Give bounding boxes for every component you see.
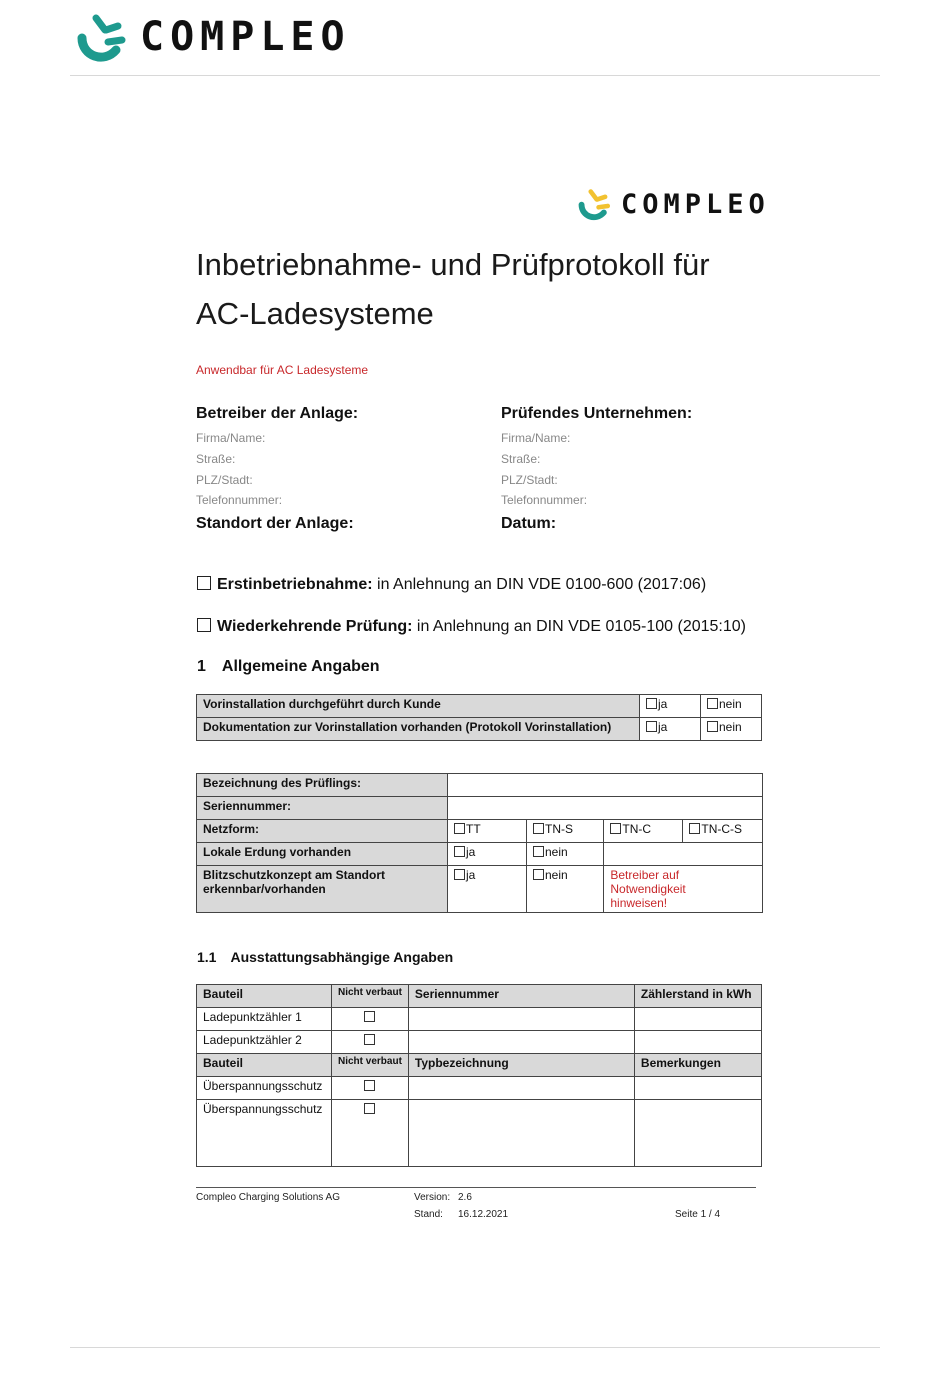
equipment-table [196,984,762,1167]
checkbox-icon[interactable] [364,1103,375,1114]
checkbox-icon[interactable] [646,698,657,709]
table-header-row [197,1054,762,1077]
part-name: Überspannungsschutz [197,1100,332,1167]
table-cell-label: Vorinstallation durchgeführt durch Kunde [197,695,640,718]
not-installed-cell[interactable] [332,1077,409,1100]
checkbox-icon[interactable] [689,823,700,834]
header-logo [72,8,351,66]
company-field: Firma/Name: [501,431,571,445]
checkbox-icon[interactable] [533,869,544,880]
col-header: Bauteil [197,1054,332,1077]
col-header: Nicht verbaut [332,985,409,1008]
table-cell-label: Lokale Erdung vorhanden [197,843,448,866]
section-1-heading [197,658,380,676]
section-number: 1 [197,658,206,675]
footer-version-label: Version: [414,1192,451,1203]
table-row [197,1008,762,1031]
table-row [197,1100,762,1167]
table-cell-label: Blitzschutzkonzept am Standort erkennbar/vorhanden [197,866,448,913]
remarks-input[interactable] [634,1100,761,1167]
footer-company: Compleo Charging Solutions AG [196,1192,340,1203]
no-cell[interactable]: nein [527,866,604,913]
table-cell-label: Bezeichnung des Prüflings: [197,774,448,797]
yes-cell[interactable]: ja [640,718,701,741]
checkbox-icon[interactable] [454,846,465,857]
col-header: Bemerkungen [634,1054,761,1077]
document-title-line1: Inbetriebnahme- und Prüfprotokoll für [196,247,710,282]
document-title-line2: AC-Ladesysteme [196,296,434,331]
checkbox-icon[interactable] [197,618,211,632]
footer-date-label: Stand: [414,1209,443,1220]
footer-version: 2.6 [458,1192,472,1203]
date-heading: Datum: [501,515,557,532]
company-heading: Prüfendes Unternehmen: [501,405,693,422]
checkbox-icon[interactable] [364,1034,375,1045]
part-name: Ladepunktzähler 1 [197,1008,332,1031]
table-row [197,797,763,820]
checkbox-icon[interactable] [454,823,465,834]
no-cell[interactable]: nein [701,695,762,718]
table-row [197,774,763,797]
no-cell[interactable]: nein [701,718,762,741]
checkbox-icon[interactable] [533,846,544,857]
not-installed-cell[interactable] [332,1031,409,1054]
network-option[interactable]: TN-S [527,820,604,843]
table-row [197,866,763,913]
table-row [197,1031,762,1054]
not-installed-cell[interactable] [332,1100,409,1167]
table-row [197,843,763,866]
table-row [197,820,763,843]
meter-input[interactable] [634,1031,761,1054]
col-header: Seriennummer [408,985,634,1008]
section-title: Ausstattungsabhängige Angaben [230,949,454,965]
col-header: Typbezeichnung [408,1054,634,1077]
part-name: Überspannungsschutz [197,1077,332,1100]
document-logo [575,185,770,223]
meter-input[interactable] [634,1008,761,1031]
designation-input[interactable] [448,774,763,797]
section-1-1-heading [197,949,453,965]
logo-text: COMPLEO [621,188,770,220]
footer-divider [196,1187,756,1188]
logo-text: COMPLEO [140,14,351,60]
compleo-plug-icon [575,185,613,223]
checkbox-icon[interactable] [533,823,544,834]
type-input[interactable] [408,1077,634,1100]
check-first-commissioning[interactable] [197,576,706,594]
yes-cell[interactable]: ja [448,843,527,866]
check-label-bold: Erstinbetriebnahme: [217,576,373,593]
checkbox-icon[interactable] [197,576,211,590]
no-cell[interactable]: nein [527,843,604,866]
operator-field: Telefonnummer: [196,493,283,507]
section-title: Allgemeine Angaben [221,658,380,675]
checkbox-icon[interactable] [707,721,718,732]
footer-date: 16.12.2021 [458,1209,509,1220]
table-row [197,695,762,718]
company-field: Telefonnummer: [501,493,588,507]
col-header: Zählerstand in kWh [634,985,761,1008]
serial-input[interactable] [448,797,763,820]
table-row [197,718,762,741]
location-heading: Standort der Anlage: [196,515,354,532]
compleo-plug-icon [72,8,130,66]
check-label-bold: Wiederkehrende Prüfung: [217,618,413,635]
operator-field: Straße: [196,452,236,466]
company-field: PLZ/Stadt: [501,473,558,487]
serial-input[interactable] [408,1008,634,1031]
yes-cell[interactable]: ja [448,866,527,913]
checkbox-icon[interactable] [454,869,465,880]
network-option[interactable]: TN-C-S [683,820,763,843]
checkbox-icon[interactable] [364,1080,375,1091]
check-label: in Anlehnung an DIN VDE 0105-100 (2015:10) [412,618,746,635]
col-header: Nicht verbaut [332,1054,409,1077]
table-cell-label: Netzform: [197,820,448,843]
network-option[interactable]: TN-C [604,820,683,843]
remarks-input[interactable] [634,1077,761,1100]
part-name: Ladepunktzähler 2 [197,1031,332,1054]
table-cell-label: Seriennummer: [197,797,448,820]
network-option[interactable]: TT [448,820,527,843]
header-divider [70,75,880,76]
operator-field: PLZ/Stadt: [196,473,253,487]
table-header-row [197,985,762,1008]
checkbox-icon[interactable] [610,823,621,834]
warning-note: Betreiber auf Notwendigkeit hinweisen! [604,866,763,913]
footer-page: Seite 1 / 4 [675,1209,721,1220]
company-field: Straße: [501,452,541,466]
subtitle: Anwendbar für AC Ladesysteme [196,363,369,377]
bottom-divider [70,1347,880,1348]
checkbox-icon[interactable] [646,721,657,732]
empty-cell [604,843,763,866]
device-table [196,773,763,913]
serial-input[interactable] [408,1031,634,1054]
operator-heading: Betreiber der Anlage: [196,405,359,422]
operator-field: Firma/Name: [196,431,266,445]
table-row [197,1077,762,1100]
checkbox-icon[interactable] [707,698,718,709]
check-label: in Anlehnung an DIN VDE 0100-600 (2017:06) [372,576,707,593]
type-input[interactable] [408,1100,634,1167]
table-cell-label: Dokumentation zur Vorinstallation vorhanden (Protokoll Vorinstallation) [197,718,640,741]
section-number: 1.1 [197,949,217,965]
yes-cell[interactable]: ja [640,695,701,718]
col-header: Bauteil [197,985,332,1008]
check-recurring-test[interactable] [197,618,746,636]
preinstallation-table [196,694,762,741]
checkbox-icon[interactable] [364,1011,375,1022]
not-installed-cell[interactable] [332,1008,409,1031]
